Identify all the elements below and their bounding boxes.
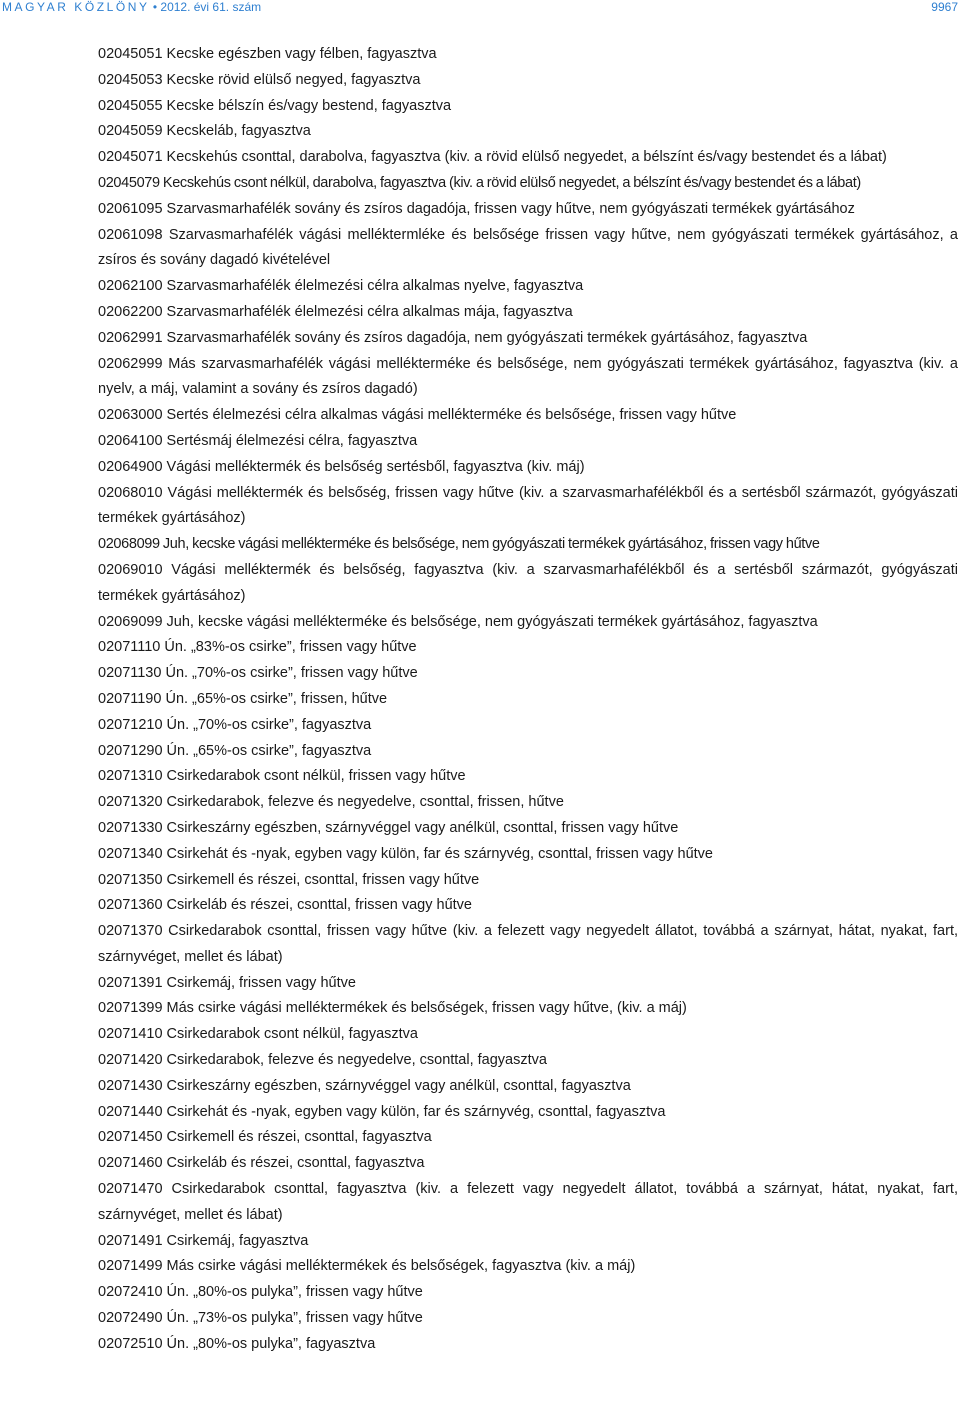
list-item: 02071391 Csirkemáj, frissen vagy hűtve: [98, 974, 356, 991]
publication-title: MAGYAR KÖZLÖNY: [2, 0, 150, 14]
list-item: 02071330 Csirkeszárny egészben, szárnyvéggel vagy anélkül, csonttal, frissen vagy hűtve: [98, 819, 679, 836]
list-item: 02071410 Csirkedarabok csont nélkül, fagyasztva: [98, 1026, 418, 1043]
list-item: 02045053 Kecske rövid elülső negyed, fagyasztva: [98, 71, 421, 88]
list-item: 02072490 Ún. „73%-os pulyka”, frissen vagy hűtve: [98, 1310, 423, 1327]
issue-date: 2012. évi 61. szám: [160, 0, 262, 14]
list-item: 02063000 Sertés élelmezési célra alkalmas vágási mellékterméke és belsősége, frissen vagy hűtve: [98, 407, 737, 424]
list-item: 02072510 Ún. „80%-os pulyka”, fagyasztva: [98, 1335, 376, 1352]
list-item: 02071399 Más csirke vágási melléktermékek és belsőségek, frissen vagy hűtve, (kiv. a máj): [98, 1000, 687, 1017]
list-item: 02071430 Csirkeszárny egészben, szárnyvéggel vagy anélkül, csonttal, fagyasztva: [98, 1077, 631, 1094]
list-item: 02071440 Csirkehát és -nyak, egyben vagy külön, far és szárnyvég, csonttal, fagyasztva: [98, 1103, 666, 1120]
product-code-list: [98, 42, 958, 1358]
list-item: 02071290 Ún. „65%-os csirke”, fagyasztva: [98, 742, 372, 759]
list-item: 02071470 Csirkedarabok csonttal, fagyasztva (kiv. a felezett vagy negyedelt állatot, továbbá a szárnyat, hátat, nyakat, fart, szárnyvéget, mellet és lábat): [98, 1181, 958, 1223]
list-item: 02061098 Szarvasmarhafélék vágási melléktermléke és belsősége frissen vagy hűtve, nem gyógyászati termékek gyártásához, a zsíros és sovány dagadó kivételével: [98, 226, 958, 269]
list-item: 02072410 Ún. „80%-os pulyka”, frissen vagy hűtve: [98, 1284, 423, 1301]
list-item: 02071499 Más csirke vágási melléktermékek és belsőségek, fagyasztva (kiv. a máj): [98, 1258, 636, 1275]
list-item: 02069099 Juh, kecske vágási mellékterméke és belsősége, nem gyógyászati termékek gyártásához, fagyasztva: [98, 613, 818, 630]
list-item: 02045055 Kecske bélszín és/vagy bestend, fagyasztva: [98, 97, 452, 114]
list-item: 02045071 Kecskehús csonttal, darabolva, fagyasztva (kiv. a rövid elülső negyedet, a bélszínt és/vagy bestendet és a lábat): [98, 149, 887, 166]
list-item: 02071320 Csirkedarabok, felezve és negyedelve, csonttal, frissen, hűtve: [98, 794, 564, 811]
list-item: 02061095 Szarvasmarhafélék sovány és zsíros dagadója, frissen vagy hűtve, nem gyógyászati termékek gyártásához: [98, 200, 855, 217]
running-header: [2, 0, 261, 14]
list-item: 02045079 Kecskehús csont nélkül, darabolva, fagyasztva (kiv. a rövid elülső negyedet, a bélszínt és/vagy bestendet és a lábat): [98, 174, 861, 191]
list-item: 02071210 Ún. „70%-os csirke”, fagyasztva: [98, 716, 372, 733]
list-item: 02045059 Kecskeláb, fagyasztva: [98, 123, 311, 140]
list-item: 02071370 Csirkedarabok csonttal, frissen vagy hűtve (kiv. a felezett vagy negyedelt állatot, továbbá a szárnyat, hátat, nyakat, fart, szárnyvéget, mellet és lábat): [98, 923, 958, 965]
list-item: 02071350 Csirkemell és részei, csonttal, frissen vagy hűtve: [98, 871, 480, 888]
list-item: 02045051 Kecske egészben vagy félben, fagyasztva: [98, 46, 437, 62]
list-item: 02071340 Csirkehát és -nyak, egyben vagy külön, far és szárnyvég, csonttal, frissen vagy hűtve: [98, 845, 713, 862]
list-item: 02062100 Szarvasmarhafélék élelmezési célra alkalmas nyelve, fagyasztva: [98, 278, 584, 295]
list-item: 02068010 Vágási melléktermék és belsőség, frissen vagy hűtve (kiv. a szarvasmarhafélékből és a sertésből származót, gyógyászati termékek gyártásához): [98, 484, 958, 527]
page-number: 9967: [931, 0, 958, 14]
list-item: 02071450 Csirkemell és részei, csonttal, fagyasztva: [98, 1129, 432, 1146]
list-item: 02071310 Csirkedarabok csont nélkül, frissen vagy hűtve: [98, 768, 466, 785]
list-item: 02071420 Csirkedarabok, felezve és negyedelve, csonttal, fagyasztva: [98, 1052, 547, 1069]
list-item: 02071491 Csirkemáj, fagyasztva: [98, 1232, 309, 1249]
list-item: 02069010 Vágási melléktermék és belsőség, fagyasztva (kiv. a szarvasmarhafélékből és a sertésből származót, gyógyászati termékek gyártásához): [98, 561, 958, 604]
list-item: 02068099 Juh, kecske vágási mellékterméke és belsősége, nem gyógyászati termékek gyártásához, frissen vagy hűtve: [98, 536, 820, 553]
list-item: 02064900 Vágási melléktermék és belsőség sertésből, fagyasztva (kiv. máj): [98, 458, 585, 475]
list-item: 02062200 Szarvasmarhafélék élelmezési célra alkalmas mája, fagyasztva: [98, 303, 573, 320]
page-header: [0, 0, 960, 14]
list-item: 02071190 Ún. „65%-os csirke”, frissen, hűtve: [98, 690, 388, 707]
list-item: 02062991 Szarvasmarhafélék sovány és zsíros dagadója, nem gyógyászati termékek gyártásához, fagyasztva: [98, 329, 808, 346]
list-item: 02062999 Más szarvasmarhafélék vágási mellékterméke és belsősége, nem gyógyászati termékek gyártásához, fagyasztva (kiv. a nyelv, a máj, valamint a sovány és zsíros dagadó): [98, 355, 958, 398]
list-item: 02071130 Ún. „70%-os csirke”, frissen vagy hűtve: [98, 665, 418, 682]
header-separator: •: [152, 0, 158, 14]
list-item: 02064100 Sertésmáj élelmezési célra, fagyasztva: [98, 432, 418, 449]
list-item: 02071110 Ún. „83%-os csirke”, frissen vagy hűtve: [98, 639, 417, 656]
list-item: 02071460 Csirkeláb és részei, csonttal, fagyasztva: [98, 1155, 425, 1172]
list-item: 02071360 Csirkeláb és részei, csonttal, frissen vagy hűtve: [98, 897, 472, 914]
